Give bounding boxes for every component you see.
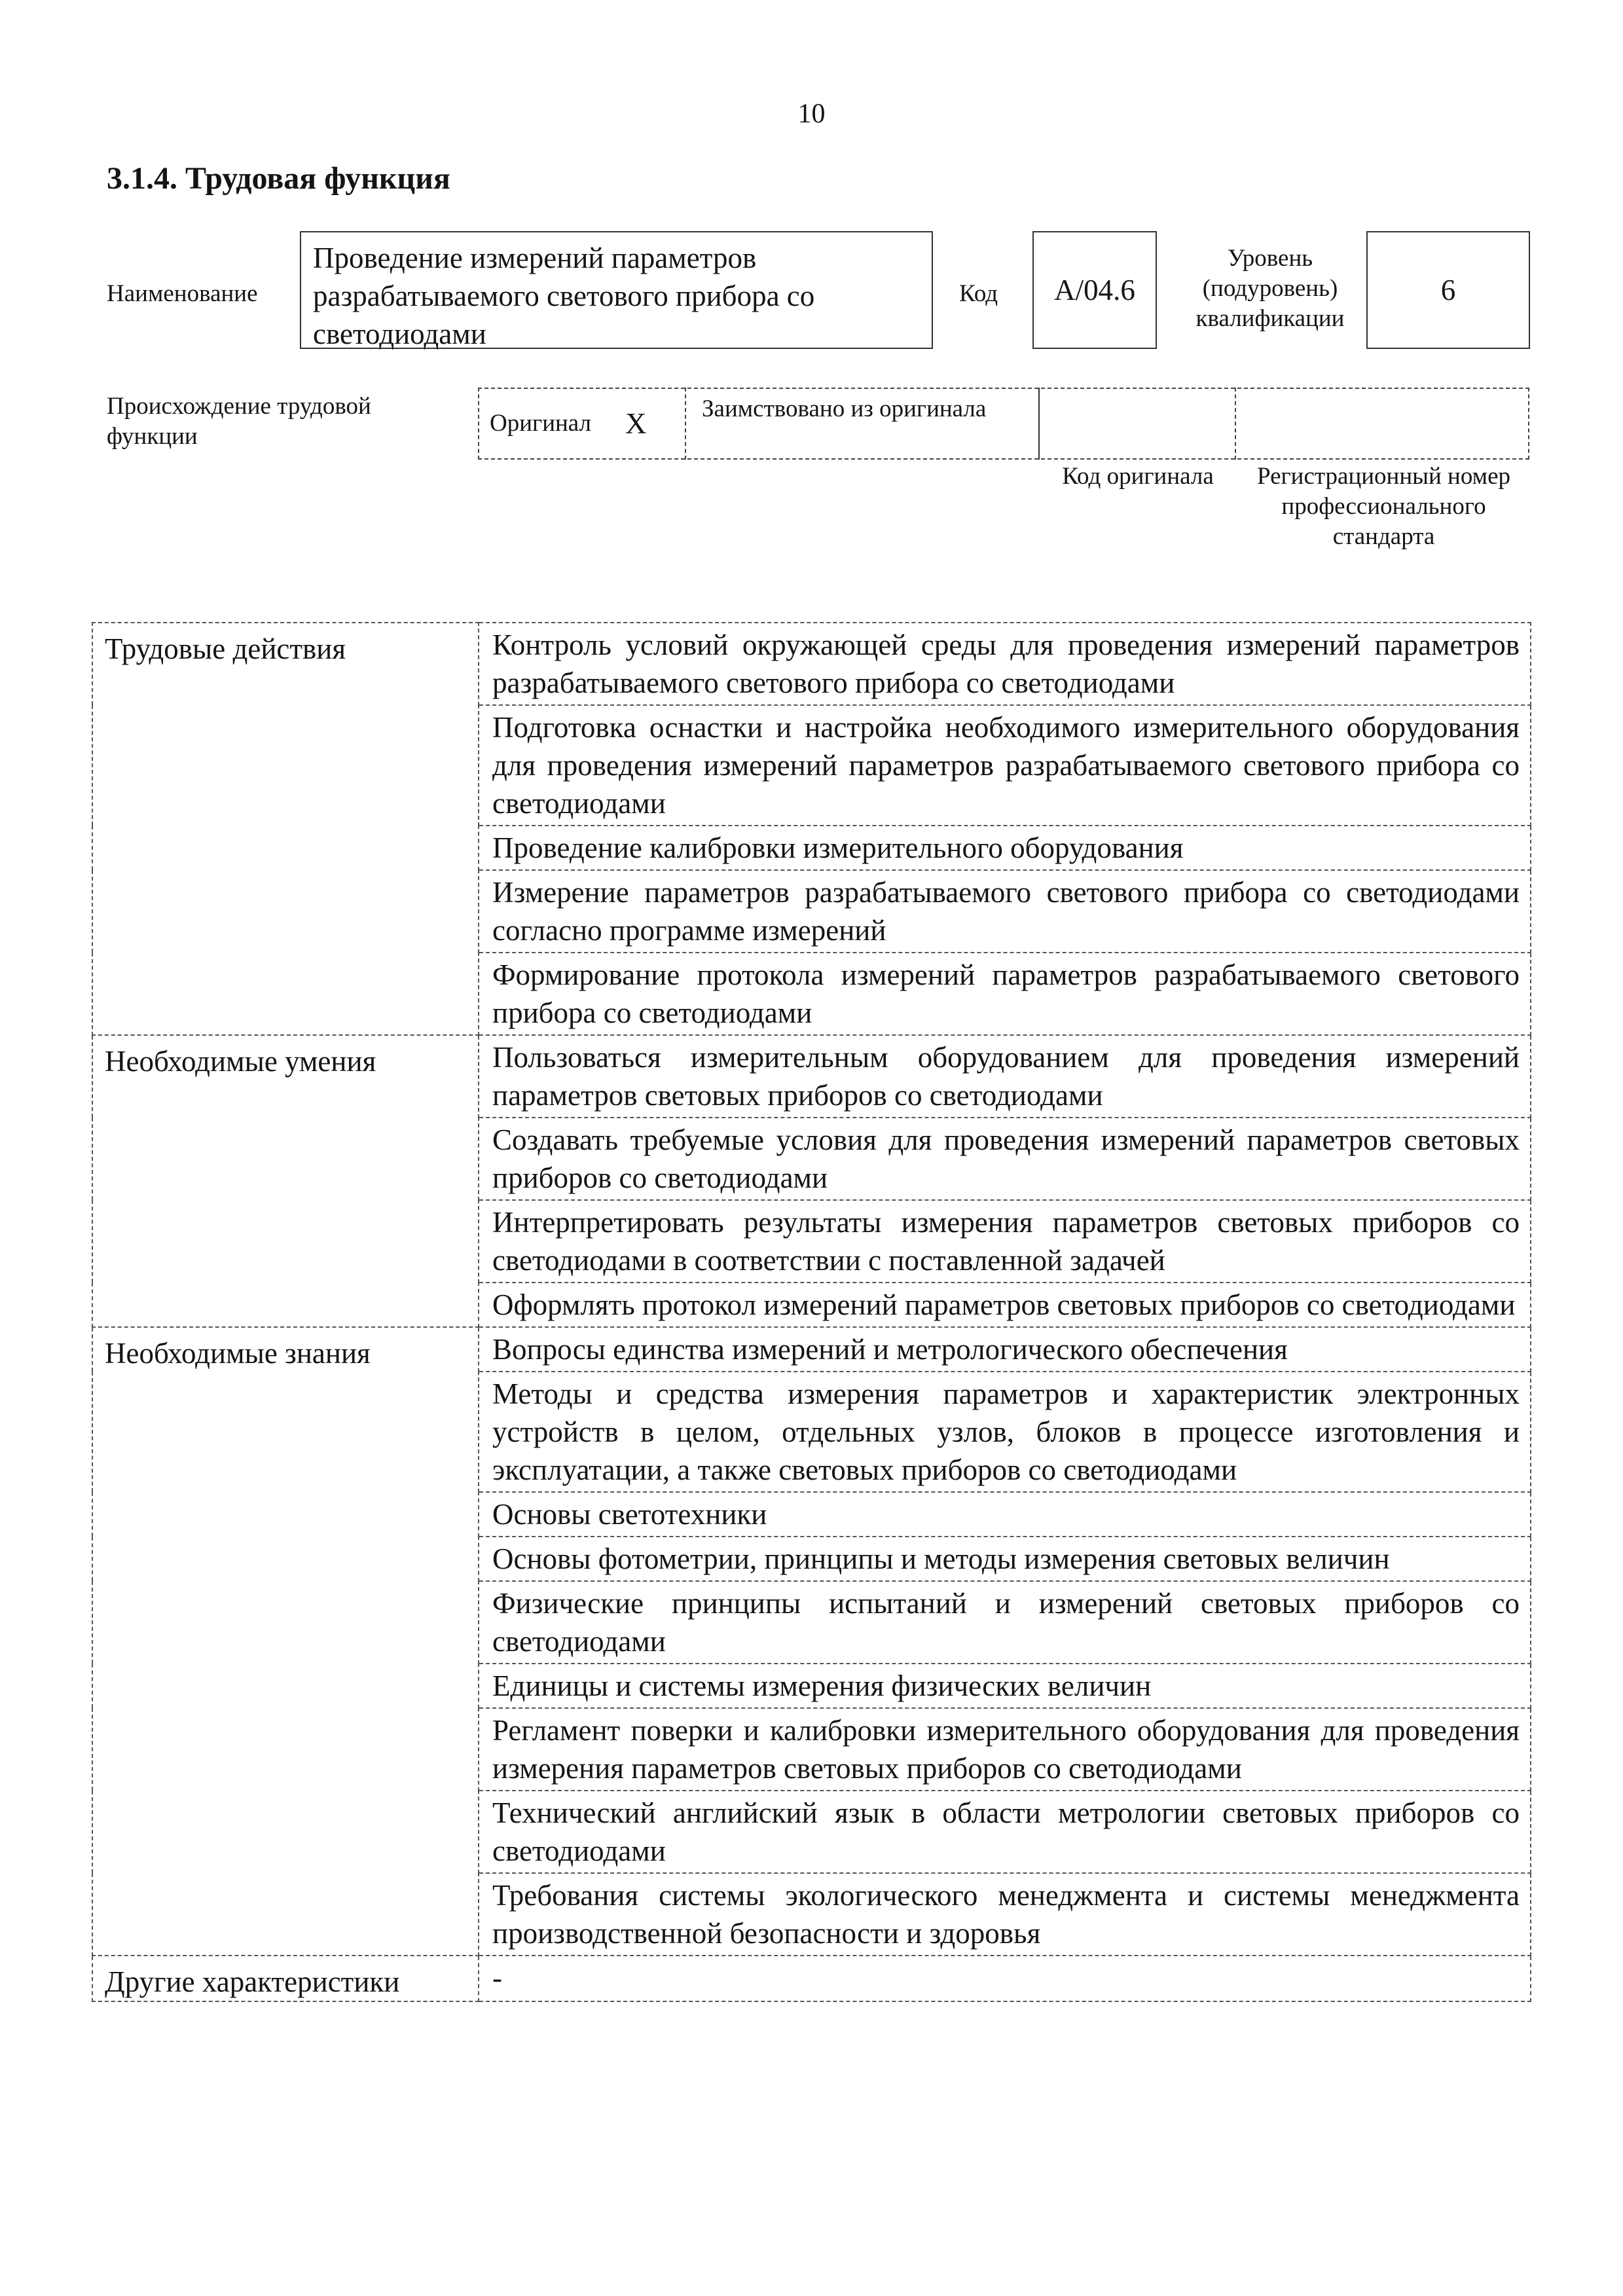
section-item: Создавать требуемые условия для проведения измерений параметров световых приборов со светодиодами: [479, 1118, 1531, 1200]
table-row: [92, 623, 1531, 705]
section-item: Подготовка оснастки и настройка необходимого измерительного оборудования для проведения измерений параметров разрабатываемого светового прибора со светодиодами: [479, 705, 1531, 826]
origin-original-label: Оригинал: [490, 410, 592, 437]
function-table: [92, 622, 1531, 2002]
origin-original-mark: X: [625, 407, 647, 440]
origin-code-cell: [1040, 388, 1236, 460]
reg-number-caption: Регистрационный номер профессионального стандарта: [1256, 463, 1510, 550]
level-label: Уровень (подуровень) квалификации: [1195, 245, 1345, 332]
section-label: Другие характеристики: [92, 1956, 479, 2001]
section-item: Вопросы единства измерений и метрологического обеспечения: [479, 1327, 1531, 1372]
code-original-caption: Код оригинала: [1062, 463, 1214, 490]
origin-label: Происхождение трудовой функции: [107, 393, 371, 450]
section-item: Технический английский язык в области метрологии световых приборов со светодиодами: [479, 1791, 1531, 1873]
section-item: Измерение параметров разрабатываемого светового прибора со светодиодами согласно программе измерений: [479, 870, 1531, 953]
section-item: Проведение калибровки измерительного оборудования: [479, 826, 1531, 870]
origin-borrowed-label: Заимствовано из оригинала: [702, 395, 987, 422]
function-table-body: [92, 623, 1531, 2001]
code-value: A/04.6: [1032, 231, 1157, 349]
name-value: Проведение измерений параметров разрабатываемого светового прибора со светодиодами: [300, 231, 933, 349]
section-item: Контроль условий окружающей среды для проведения измерений параметров разрабатываемого светового прибора со светодиодами: [479, 623, 1531, 705]
section-item: Формирование протокола измерений параметров разрабатываемого светового прибора со светодиодами: [479, 953, 1531, 1035]
name-label: Наименование: [107, 280, 258, 307]
section-label: Необходимые знания: [92, 1327, 479, 1956]
section-item: Единицы и системы измерения физических величин: [479, 1664, 1531, 1708]
section-item: Требования системы экологического менеджмента и системы менеджмента производственной безопасности и здоровья: [479, 1873, 1531, 1956]
section-item: Методы и средства измерения параметров и характеристик электронных устройств в целом, отдельных узлов, блоков в процессе изготовления и эксплуатации, а также световых приборов со светодиодами: [479, 1372, 1531, 1492]
section-item: Физические принципы испытаний и измерений световых приборов со светодиодами: [479, 1581, 1531, 1664]
section-item: Оформлять протокол измерений параметров световых приборов со светодиодами: [479, 1283, 1531, 1327]
section-item: Интерпретировать результаты измерения параметров световых приборов со светодиодами в соответствии с поставленной задачей: [479, 1200, 1531, 1283]
section-item: Регламент поверки и калибровки измерительного оборудования для проведения измерения параметров световых приборов со светодиодами: [479, 1708, 1531, 1791]
section-item: Пользоваться измерительным оборудованием для проведения измерений параметров световых приборов со светодиодами: [479, 1035, 1531, 1118]
section-label: Необходимые умения: [92, 1035, 479, 1327]
table-row: [92, 1327, 1531, 1372]
origin-original-cell: [478, 388, 686, 460]
level-value: 6: [1366, 231, 1530, 349]
section-item: Основы светотехники: [479, 1492, 1531, 1537]
section-label: Трудовые действия: [92, 623, 479, 1035]
section-item: -: [479, 1956, 1531, 2001]
code-label: Код: [959, 280, 998, 307]
page-number: 10: [797, 99, 826, 129]
table-row: [92, 1956, 1531, 2001]
table-row: [92, 1035, 1531, 1118]
section-title: 3.1.4. Трудовая функция: [107, 161, 450, 196]
section-item: Основы фотометрии, принципы и методы измерения световых величин: [479, 1537, 1531, 1581]
origin-borrowed-cell: [686, 388, 1040, 460]
